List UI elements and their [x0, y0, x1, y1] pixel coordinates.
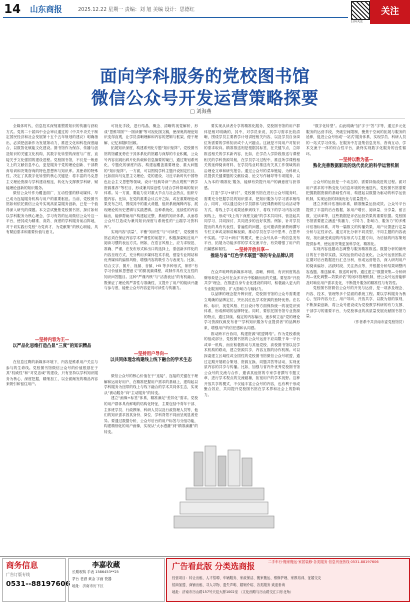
- paragraph: 实现内容“质量”，平衡“知识性”与“可读性”，党校图书馆必须在保证内容学术严谨性的前提下，积极探索贴近用户阅读习惯的表达方式。例如，在语言风格上，应力求规范、准确、严谨，在发布形式和出口的选择上，需创新多样化的内容呈现方式，充分利用多媒体技术手段，借鉴专业网站和优秀媒体的编排风格，增强内容的吸引力与表现力。比如，结合文字、图片、视频、音频、H5 等多种形式，制作“有学习价值和思想意义”的微视频课程，或制作具有交互性的知识问答题目。这种“严谨内核”与“活泼表达”的有机融合，既保证了理论的严肃性与准确性，又提升了用户的阅读兴趣与参与度，能使公众号内容更具可读性与传播力。: [104, 230, 198, 291]
- ad-line: 地址：济南市历下区: [72, 584, 104, 588]
- paragraph: 公众号的运营是一个动态的、需要持续改进的过程。面对用户需求的不断变化与信息环境的快速迭代，党校图书馆需要把握数据资源的基础性作用，构建起以数据为驱动的科学运营机制，实现运营的持续优化与质量提升。: [306, 180, 406, 201]
- subhead-title: 以共同体理念构建线上线下融合的学术生态: [110, 358, 192, 363]
- article-author: □ 刘海燕: [190, 109, 212, 115]
- article-column-2b: [104, 374, 198, 434]
- article-title-line1: 面向学科服务的党校图书馆: [100, 67, 310, 87]
- subhead-kicker: —坚持以数为基—: [338, 158, 374, 163]
- books-illustration: [168, 430, 280, 542]
- paragraph: 建立多维评估指标体系，精准衡量运营成效。公众号平台提供了丰富的后台数据，如用户增长、阅读量、分享量、留言数、完读率等，这些数据是评估运营效果的重要依据。党校图书馆需要建立涵盖“传播力、引导力、影响力、服务力”的多维评估指标体系，对每一篇推文的传播效果、用户反馈进行定量分析与定性评估。通过对比分析不同类型、不同主题的内容表现，找出最受欢迎的内容形式与主题方向，为后续的内容策划提供参考，使运营决策更加科学化、精准化。: [306, 202, 406, 246]
- ad-title: 李嘉收藏: [92, 561, 120, 569]
- article-column-2: [104, 124, 198, 362]
- article-column-3b: [204, 270, 300, 430]
- paragraph: 要实现从读者分享的精准化服务，党校图书馆的用户群体是相对明确的，其中，对学员来说，其学习需求比较清晰，围绕学员主要教学计划讲授相关内容，以及学员自身岗位所需要的学科知识或个人兴趣点。这就是不同用户对知识的需求取向。精准推送则是根据其标签、在关键节点，立即推送相关的学术新内容，比如，在学员入学阶段推送与课程相关的学科资源导航，在学员学习过程中，推送所学课程相关的延伸阅读材料，在学员结业时推送有关其工作领域的前沿理论文章和研究报告。通过公众号的菜单链接，为科研人员提供关键课题的文献检索、论文写作辅导等专项服务，以人为本的‘精准化’服务，能够有效提升用户的满意度与获得感。: [204, 124, 300, 190]
- qr-code-icon[interactable]: [351, 1, 370, 20]
- paragraph: 以品牌的理念提升辨识度，党校图书馆的公众号需要建立明确的品牌定位，突出其红色学术资源的独特优势。在名称、标识、视觉风格、栏目设计等方面保持统一的视觉识别体系，形成鲜明的品牌特征。同时，要依托图书馆专业资源的特点，通过持续、稳定的内容输出，逐步树立起“党的理论学习资源权威发布者”“学科知识服务专业提供者”的品牌形象，增强用户的信任感和认同感。: [204, 292, 300, 330]
- ad-line: 长期收购 手表 1586453**25: [72, 570, 119, 574]
- subhead-3: [204, 248, 300, 260]
- subhead-4: [306, 158, 406, 170]
- ad-hotline: 二手车行·搬家搬运·家居装修·各类服务 信息刊登热线 0531-88197606: [268, 560, 379, 564]
- article-column-1b: [6, 360, 98, 552]
- subhead-title: 推进与省“红色学术联盟”等的专业品牌认同: [210, 254, 294, 259]
- author-note: （作者系中共济南市委党校馆员）: [352, 319, 406, 324]
- ad-line: 招商加盟、商铺出租、寻人寻物、遗失声明、婚姻介绍、各类服务 欢迎垂询: [172, 583, 285, 587]
- paragraph: 在信息过剩的新媒体环境下，内容是维系用户关注与参与的生命线。党校图书馆微信公众号的价值根基在于其“权威性”和“对党忠诚”的建设，只有坚持以学科知识服务为核心，深度挖掘，精细加工，以全面阐发的精品内容来吸引和留住用户。: [6, 360, 98, 387]
- article-column-1: [6, 124, 98, 334]
- subhead-kicker: —坚持开放共享—: [234, 248, 270, 253]
- paragraph: 微信公众号作为覆盖面广、互动性强的移动媒体，早已成为连接服务机构与用户的重要枢纽。当前，党校图书馆如何依托微信公众号实现高质量服务创新，已是一个值得深入研究的课题。本文尝试聚焦党校图书馆，探讨如何以学科服务为核心理念，学习有效的运用微信公众号这一平台，使其成为精准、高效、深度的学科服务前沿阵地，对于切实践行党校“为党育才、为党献策”的核心职能，具有紧迫需求和重要价值与意义。: [6, 191, 98, 235]
- paragraph: 微信公众号的核心价值在于“连接”，连接的关键在于理解和运用好用户，在精准把握用户需求的基础上，建构起以学科服务为纽带的线上与线下融合的学术共同体生态，实现从“被动服务”向“主动服务”的转变。: [104, 374, 198, 395]
- subhead-2: [104, 352, 198, 364]
- paragraph: 党校图书馆微信公众号的开发与运营，是一项涉及理念、内容、技术、管理等多个层面的系统工程。要以学科服务为核心，坚持内容为王、用户导向、开放共享、以数为基的原则，不断探索创新，将公众号建设成为党校教学科研的有力支撑、干部学习的重要平台，为党校事业的高质量发展贡献图书馆力量。: [306, 286, 406, 319]
- article-column-4: [306, 124, 406, 154]
- follow-tab[interactable]: 关注: [370, 0, 410, 24]
- ad-title: 商务信息: [6, 561, 38, 570]
- subhead-1: [6, 338, 98, 350]
- subhead-kicker: —坚持内容为王—: [34, 338, 70, 343]
- subhead-kicker: —坚持用户导向—: [133, 352, 169, 357]
- date-line: 2025.12.22 星期一 责编：刘 旭 美编 设计：思德红: [78, 7, 195, 13]
- header-divider: [3, 17, 348, 18]
- article-column-4b: [306, 180, 406, 550]
- page-number: 14: [4, 2, 21, 16]
- subhead-title: 熟化完善数据驱动的迭代优化的科学运营机制: [313, 164, 399, 169]
- paragraph: 打造“学习+研讨”，党校图书馆在进行公众号服务时，需要充分挖掘学员的知识需求，把知识服务与学习需求相结合，同时，可以通过设计学员群体与授课教师的互动活动等方式，将线上学习成果延伸到线下，将线下的学习内容反馈到线上，形成“线上线下深度交融”的学术共同体，营造起共同学习、共同探讨、共同进步的良好氛围。例如，针对学员提出的具有代表性、普遍性的问题，也可邀请资深教师撰写专栏文章或录制讲解视频，推动学员在学习中思考、在思考中实践。“学习+研讨”的模式，使公众号从单一的信息发布平台，拓展为功能多样的学术交流平台，有效增强了用户的归属感和黏性。: [204, 191, 300, 252]
- ad-subtitle: 广告订版专线: [6, 572, 30, 577]
- paragraph: 可视化手段，进行结晶、概念、清晰的视觉解析，形成“思维导图”“一图读懂”等可视化图文稿，使深奥的理论知识变得直观，让学员清晰理解和内容的逻辑与框架，便于理解、记忆和随时回顾。: [104, 124, 198, 145]
- paragraph: 实现内容选题动态调整与服务精准推送。数据分析的最终目的在于指导实践，实现运营的动态优化。公众号运营团队应定期对后台数据进行汇总分析，形成运营报告，深入研判用户的阅读偏好、活跃时段、关注热点等，并根据分析结果调整内容选题、推送频率、推送时间等。通过建立“数据采集—分析研判—优化调整—效果评估”的闭环管理机制，使公众号运营能够及时响应用户需求变化，不断提升服务的精准性与有效性。: [306, 247, 406, 285]
- ad-line: 经营项目：转让出租、人才招聘、车辆服务、家政保洁、搬家搬运、维修护理、家教培训、征婚交友: [172, 576, 322, 580]
- qr-label: 扫码关注: [351, 19, 364, 23]
- paragraph: 建立“画像+标签”体系，精准满足“差异化”需求。党校的用户群体具有鲜明的结构化特征，主要包括中青年干部、主体班学员、行政教师、科研人员以及行政管理人员等，他们的知识需求因其身份、岗位、学科背景不同而呈现显著差异。要通过数据分析，公众号后台的用户标签与分组功能，构建精细化的用户画像，实现从“大水漫灌”到“精准滴灌”的转变。: [104, 396, 198, 434]
- paragraph: 在众声喧哗的新媒体环境，清晰、鲜明、有识别度的品牌形象是公众号在众多平台中脱颖而出的关键。要坚持“开放共享”理念，在推进自身专业化建设的同时，积极融入更大的专业服务网络，扩大影响力与辐射力。: [204, 270, 300, 291]
- ad-phone: 0531--88197606: [6, 580, 71, 588]
- article-title-line2: 微信公众号开发运营策略探要: [91, 89, 319, 109]
- ad-line: 地址：济南市历山路157号天辰大厦1002室 （文化西路与历山路交汇口东北角）: [172, 590, 294, 594]
- paragraph: 拓展知识深度，构建系列化专题“知识矩阵”。党校图书馆的馆藏优势在于其体系化的馆藏与深厚的专业积累，公众号内容应跳出碎片化转载和信息摘要的窠臼，通过策划系列化、专题化的深度内容，构建起覆盖重要理论、重大问题的“知识矩阵”。一方面，可以围绕学科主题开设固定栏目，比如面向马克思主义理论、党的建设、习近平新时代中国特色社会主义思想等领域，设计“经典导读”“热点观察”“教学资源推荐”等栏目，形成兼具原创性与适合学科领域的知识体系。另一方面，要能力应对重大节点与社会热点，组织专题内容。比如，在党的重要会议召开之际，或在重要理论成果发布之时，围绕其中的重大命题，组织系统阐释内容，展现理论的历史逻辑与实践逻辑。这种系统化、连续性的内容输出，能够帮助用户构建起完整、系统的知识体系，从而将公众号打造成为兼具知识深度与系统性的“云端学习资料库”。: [104, 146, 198, 229]
- paragraph: 推动跨平台协同，构建资源“联盟网络”。作为党校系统的组成部分，党校图书馆的公众号运营不应局限于单一平台或单一机构，而应积极推动与其他党校、高校图书馆以及学术机构的联动，建立资源共享、内容互推的协作机制。可以探索建立区域性或全国性的党校图书馆微信公众号联盟，通过定期开展联合策划、资源互换、同题共答等活动，实现优质内容的共享与传播。比如，加强与省内外优秀党校图书馆公众号的交流与合作，邀请其他馆的专家学者撰写专题文章，进行学术观点的交流碰撞，拓宽用户的学术视野。这种开放共享的模式，不仅能丰富公众号的内容，也有利于形成聚合效应，共同提升党校图书馆在学术界和社会上的影响力。: [204, 331, 300, 398]
- ad-title: 广告看此版 分类选商报: [172, 562, 255, 571]
- paragraph: “数字化转型”。由此明确“加”字于“答”字等，通过多元化服务的运营手段，突破空间限制，聚焦于空间的拓展与服务的延伸，促进公众号形成‘一站式’服务体系，实现学员、科研人员的一站式学习体验。在服务中打造集信息发布、咨询互动、学术交流于一体的综合性平台，最终实现数字化服务的良性循环。: [306, 124, 406, 156]
- paragraph: 全媒体时代，信息技术深刻重塑着知识的传播与获取方式。党的二十届四中全会审议通过的《中共中央关于制定国民经济和社会发展第十五个五年规划的建议》明确指出，必须把创新作为发展第动力，推进文化和科技深度融合，以数智化赋能文化建设。图书馆作为保存、传播与创造知识的关键文化机构，其数字化转型的深度与广度，直接关乎文化强国的建设进程。党校图书馆，不仅是一般意义上的文献信息中心，更是服务于党的理论创新、干部教育培训和决策咨询的特色思想库与知识库。其使命的特殊性，决定了其数字化转型的核心关键是：将丰富的马克思主义理论资源与学科建设相连，转化为支撑教学科研、赋能理论创新的知识服务。: [6, 124, 98, 190]
- subhead-title: 以严品化思维打造凸显“三度”的知识精品: [12, 344, 92, 349]
- ad-line: 茅台 老酒 黄金 字画 瓷器: [72, 577, 112, 581]
- newspaper-name: 山东商报: [30, 4, 62, 14]
- title-divider: [10, 118, 405, 119]
